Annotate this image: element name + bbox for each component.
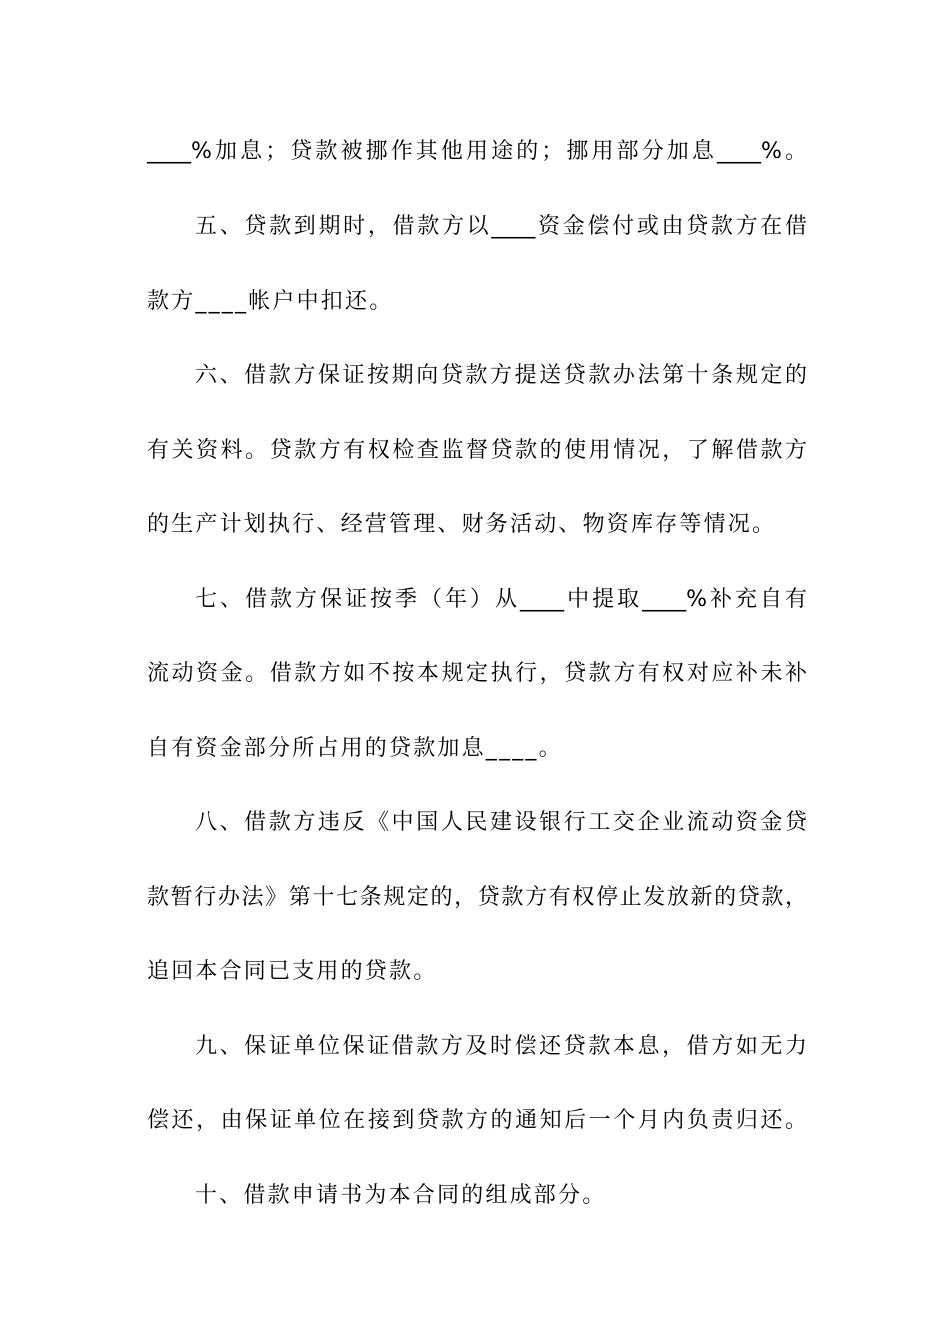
clause-7-line-2: 流动资金。借款方如不按本规定执行，贷款方有权对应补未补 <box>147 661 807 686</box>
clause-10-line-1: 十、借款申请书为本合同的组成部分。 <box>195 1183 607 1208</box>
clause-9-line-2: 偿还，由保证单位在接到贷款方的通知后一个月内负责归还。 <box>147 1108 807 1133</box>
clause-8-line-3: 追回本合同已支用的贷款。 <box>147 959 438 984</box>
clause-6-line-1: 六、借款方保证按期向贷款方提送贷款办法第十条规定的 <box>195 363 807 388</box>
text-line-1: ____%加息；贷款被挪作其他用途的；挪用部分加息____%。 <box>147 139 807 164</box>
clause-8-line-2: 款暂行办法》第十七条规定的，贷款方有权停止发放新的贷款， <box>147 885 807 910</box>
clause-5-line-2: 款方____帐户中扣还。 <box>147 289 394 314</box>
clause-7-line-1: 七、借款方保证按季（年）从____中提取____%补充自有 <box>195 587 807 612</box>
clause-8-line-1: 八、借款方违反《中国人民建设银行工交企业流动资金贷 <box>195 810 807 835</box>
clause-6-line-2: 有关资料。贷款方有权检查监督贷款的使用情况，了解借款方 <box>147 438 807 463</box>
clause-5-line-1: 五、贷款到期时，借款方以____资金偿付或由贷款方在借 <box>195 214 807 239</box>
clause-9-line-1: 九、保证单位保证借款方及时偿还贷款本息，借方如无力 <box>195 1034 807 1059</box>
clause-6-line-3: 的生产计划执行、经营管理、财务活动、物资库存等情况。 <box>147 512 777 537</box>
clause-7-line-3: 自有资金部分所占用的贷款加息____。 <box>147 736 563 761</box>
